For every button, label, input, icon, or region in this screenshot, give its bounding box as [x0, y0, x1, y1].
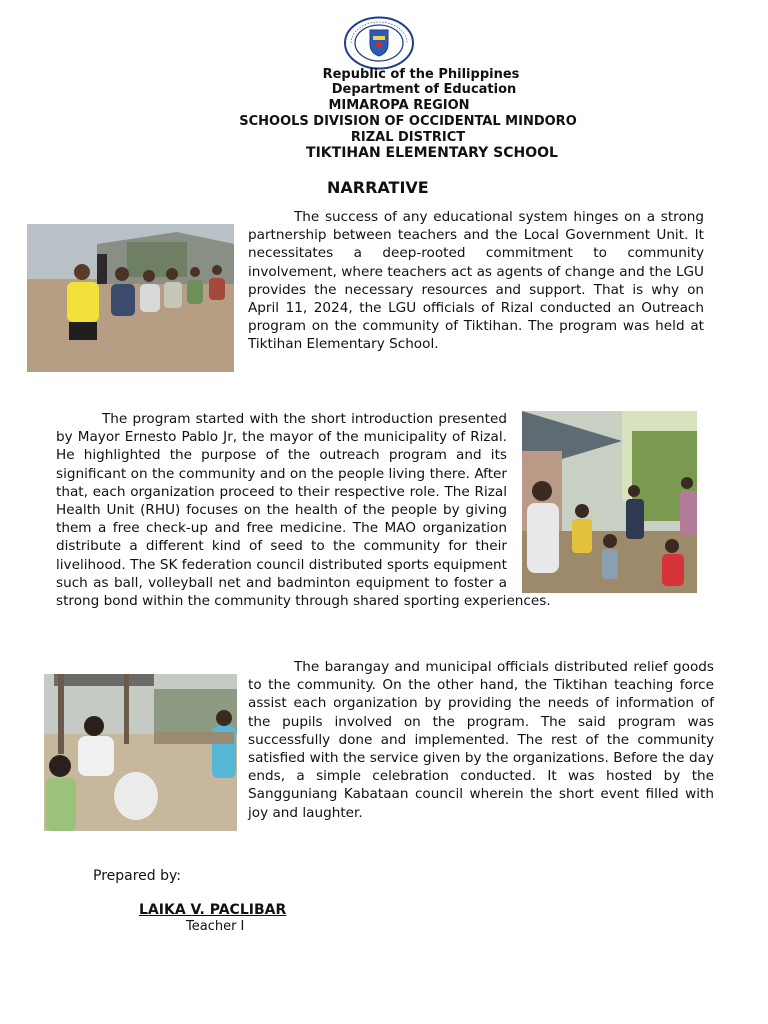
header-department: Department of Education: [331, 82, 517, 97]
header-school: TIKTIHAN ELEMENTARY SCHOOL: [306, 145, 558, 161]
outreach-photo-officials: [27, 224, 234, 372]
preparer-name: LAIKA V. PACLIBAR: [139, 902, 287, 918]
photo-wrap-spacer: [507, 410, 673, 588]
preparer-position: Teacher I: [186, 919, 245, 934]
paragraph-3: The barangay and municipal officials distributed relief goods to the community. On the other hand, the Tiktihan teaching force assist each organization by providing the needs of information of the pupils involved on the program. The said program was successfully done and implemented. The rest of the community satisfied with the service given by the organizations. Before the day ends, a simple celebration conducted. It was hosted by the Sangguniang Kabataan council wherein the short event filled with joy and laughter.: [248, 659, 714, 821]
header-district: RIZAL DISTRICT: [350, 130, 466, 145]
paragraph-1: The success of any educational system hinges on a strong partnership between teachers and the Local Government Unit. It necessitates a deep-rooted commitment to community involvement, where teachers act as agents of change and the LGU provides the necessary resources and support. That is why on April 11, 2024, the LGU officials of Rizal conducted an Outreach program on the community of Tiktihan. The program was held at Tiktihan Elementary School.: [248, 209, 704, 353]
paragraph-2-part-a: [56, 410, 673, 610]
document-title: NARRATIVE: [327, 178, 429, 197]
deped-seal-logo: [343, 16, 415, 70]
header-region: MIMAROPA REGION: [328, 98, 470, 113]
prepared-by-label: Prepared by:: [93, 868, 181, 884]
header-division: SCHOOLS DIVISION OF OCCIDENTAL MINDORO: [239, 114, 577, 129]
header-republic: Republic of the Philippines: [322, 67, 520, 82]
paragraph-2: The program started with the short introduction presented by Mayor Ernesto Pablo Jr, the mayor of the municipality of Rizal. He highlighted the purpose of the outreach program and its significant on the community and on the people living there. After that, each organization proceed to their respective role. The Rizal Health Unit (RHU) focuses on the health of the people by giving them a free check-up and free medicine. The MAO organization distribute a different kind of seed to the community for their livelihood. The SK federation council distributed sports equipment such as ball, volleyball net and badminton equipment to foster a strong bond within the community through shared sporting experiences.: [56, 411, 551, 610]
outreach-photo-relief: [44, 674, 237, 831]
